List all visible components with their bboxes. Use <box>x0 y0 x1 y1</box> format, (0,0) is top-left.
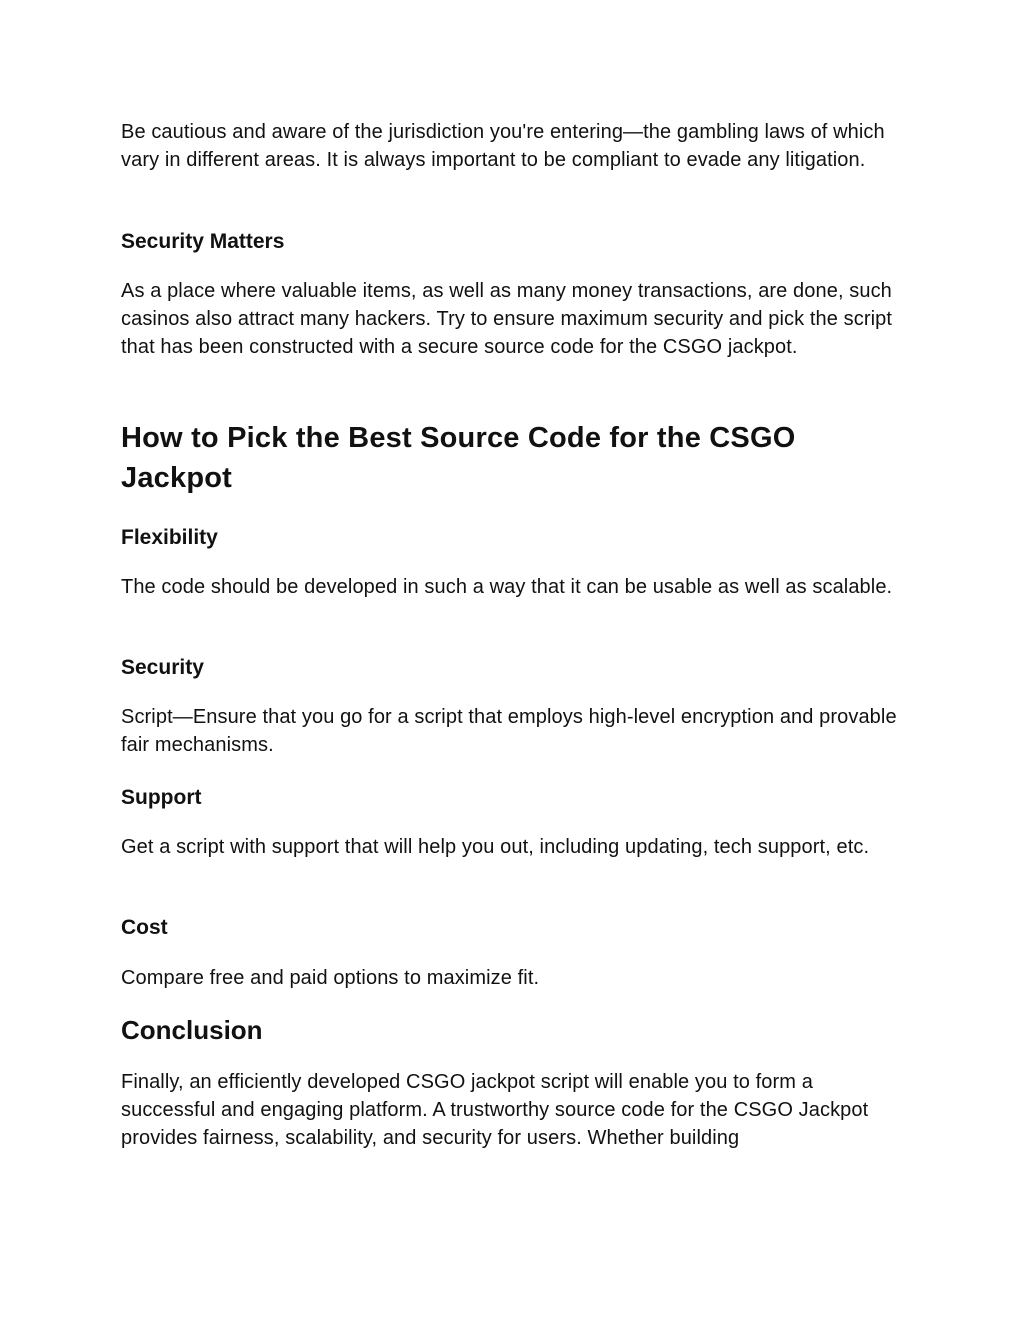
flexibility-heading: Flexibility <box>121 526 218 549</box>
conclusion-heading: Conclusion <box>121 1015 263 1045</box>
security-heading: Security <box>121 656 204 679</box>
support-heading: Support <box>121 786 202 809</box>
security-matters-heading: Security Matters <box>121 230 285 253</box>
how-to-pick-heading: How to Pick the Best Source Code for the CSGO Jackpot <box>121 422 796 494</box>
support-paragraph: Get a script with support that will help you out, including updating, tech support, etc. <box>121 836 870 858</box>
cost-heading: Cost <box>121 916 168 939</box>
flexibility-paragraph: The code should be developed in such a way that it can be usable as well as scalable. <box>121 576 893 598</box>
intro-paragraph: Be cautious and aware of the jurisdiction you're entering—the gambling laws of which vary in different areas. It is always important to be compliant to evade any litigation. <box>121 121 885 171</box>
conclusion-paragraph: Finally, an efficiently developed CSGO jackpot script will enable you to form a successful and engaging platform. A trustworthy source code for the CSGO Jackpot provides fairness, scalability, and security for users. Whether building <box>121 1071 869 1149</box>
security-paragraph: Script—Ensure that you go for a script that employs high-level encryption and provable fair mechanisms. <box>121 706 897 756</box>
security-matters-paragraph: As a place where valuable items, as well as many money transactions, are done, such casinos also attract many hackers. Try to ensure maximum security and pick the script that has been constructed with a secure source code for the CSGO jackpot. <box>121 280 893 358</box>
cost-paragraph: Compare free and paid options to maximize fit. <box>121 967 540 989</box>
